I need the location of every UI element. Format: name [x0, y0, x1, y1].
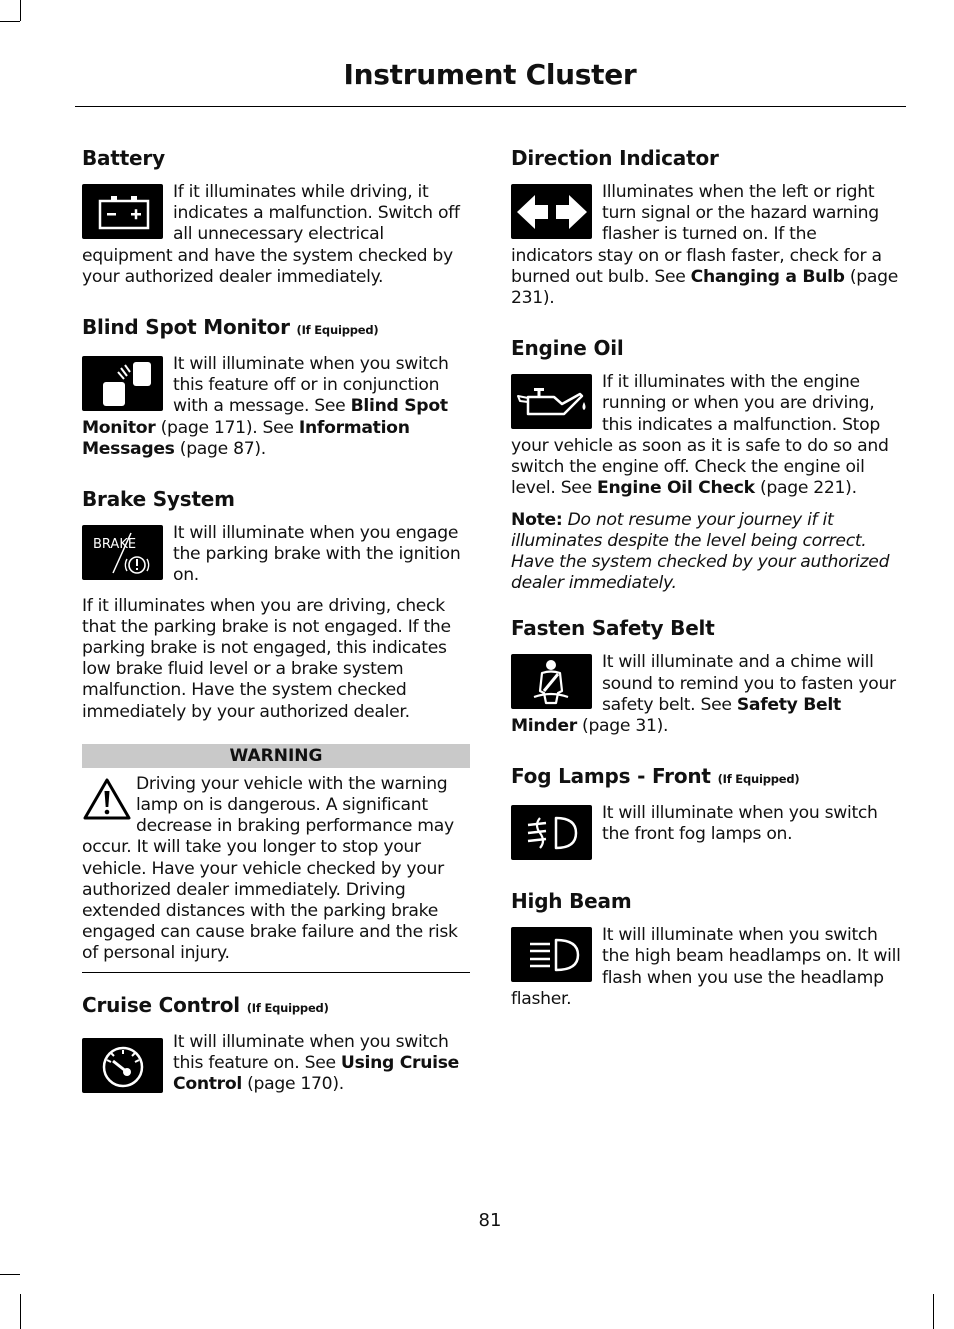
text-part: (page 31).	[576, 716, 669, 737]
left-column	[82, 146, 470, 1122]
section-heading	[82, 993, 470, 1020]
cross-reference-link: Changing a Bulb	[690, 266, 845, 287]
crop-mark	[20, 0, 21, 21]
text-part: It will illuminate when you switch this feature off or in conjunction with a message. See	[173, 354, 449, 417]
note-paragraph	[511, 510, 901, 594]
heading-text: Fog Lamps - Front	[511, 764, 711, 789]
section-heading: Brake System	[82, 487, 235, 512]
brake-icon	[82, 525, 163, 580]
text-part: If it illuminates with the engine running or when you are driving, this indicates a malfunction. Stop your vehicle as soon as it is safe to do so and switch the engine off. Check the engine oil level. See	[511, 372, 889, 499]
warning-text: Driving your vehicle with the warning lamp on is dangerous. A significant decrease in braking performance may occur. It will take you longer to stop your vehicle. Have your vehicle checked by your authorized dealer immediately. Driving extended distances with the parking brake engaged can cause brake failure and the risk of personal injury.	[82, 773, 458, 964]
crop-mark	[0, 1274, 20, 1275]
equipped-note: (If Equipped)	[246, 1000, 329, 1015]
section-text: If it illuminates while driving, it indicates a malfunction. Switch off all unnecessary electrical equipment and have the system checked by your authorized dealer immediately.	[82, 182, 460, 287]
section-heading: Battery	[82, 146, 165, 170]
page-number: 81	[478, 1210, 502, 1231]
crop-mark	[933, 1294, 934, 1329]
warning-triangle-icon	[82, 776, 132, 822]
section-text: If it illuminates when you are driving, check that the parking brake is not engaged. If the parking brake is not engaged, this indicates low brake fluid level or a brake system malfunction. Have the system checked immediately by your authorized dealer.	[82, 595, 451, 722]
cross-reference-link: Using Cruise Control	[173, 1052, 460, 1095]
text-part: Illuminates when the left or right turn signal or the hazard warning flasher is turned on. If the indicators stay on or flash faster, check for a burned out bulb. See	[511, 182, 882, 287]
warning-box	[82, 744, 470, 973]
fog-lamp-icon	[511, 805, 592, 860]
equipped-note: (If Equipped)	[296, 323, 379, 338]
direction-section	[511, 146, 901, 309]
high-beam-icon	[511, 927, 592, 982]
blind-spot-section	[82, 315, 470, 460]
section-heading: High Beam	[511, 889, 632, 914]
heading-text: Cruise Control	[82, 992, 240, 1017]
text-part: (page 221).	[754, 478, 857, 499]
oil-can-icon	[511, 374, 592, 429]
seat-belt-section	[511, 616, 901, 737]
section-heading	[511, 764, 901, 791]
equipped-note: (If Equipped)	[717, 772, 800, 787]
blind-spot-icon	[82, 356, 163, 411]
battery-icon	[82, 184, 163, 239]
engine-oil-section	[511, 336, 901, 499]
text-part: (page 170).	[241, 1074, 344, 1095]
text-part: (page 87).	[174, 438, 266, 459]
cruise-control-icon	[82, 1038, 163, 1093]
section-heading: Engine Oil	[511, 336, 624, 361]
title-divider	[75, 106, 906, 107]
section-text: It will illuminate when you engage the parking brake with the ignition on.	[173, 523, 461, 586]
cross-reference-link: Blind Spot Monitor	[82, 396, 448, 438]
text-part: (page 171). See	[155, 417, 299, 438]
high-beam-section	[511, 889, 901, 1010]
section-heading	[82, 315, 470, 342]
cross-reference-link: Information Messages	[82, 417, 410, 459]
cross-reference-link: Safety Belt Minder	[511, 694, 841, 737]
text-part: (page 231).	[511, 266, 898, 309]
page-title: Instrument Cluster	[343, 58, 637, 91]
text-part: It will illuminate and a chime will sound to remind you to fasten your safety belt. See	[602, 652, 896, 715]
cross-reference-link: Engine Oil Check	[597, 478, 755, 499]
seat-belt-icon	[511, 654, 592, 709]
cruise-section	[82, 993, 470, 1096]
note-label: Note:	[511, 510, 563, 531]
fog-lamp-section	[511, 764, 901, 862]
direction-indicator-icon	[511, 184, 592, 239]
crop-mark	[0, 21, 20, 22]
section-heading: Fasten Safety Belt	[511, 616, 715, 641]
battery-section	[82, 146, 470, 288]
right-column	[511, 146, 901, 1037]
text-part: It will illuminate when you switch this feature on. See	[173, 1031, 449, 1073]
section-text: It will illuminate when you switch the front fog lamps on.	[602, 803, 878, 845]
crop-mark	[20, 1294, 21, 1329]
section-text: It will illuminate when you switch the high beam headlamps on. It will flash when you use the headlamp flasher.	[511, 925, 901, 1009]
brake-icon-label: BRAKE	[92, 536, 136, 552]
warning-divider	[82, 972, 470, 973]
heading-text: Blind Spot Monitor	[82, 315, 290, 340]
section-heading: Direction Indicator	[511, 146, 719, 170]
warning-label: WARNING	[82, 744, 470, 768]
brake-section	[82, 487, 470, 723]
note-text: Do not resume your journey if it illuminates despite the level being correct. Have the system checked by your authorized dealer immediately.	[511, 510, 890, 594]
